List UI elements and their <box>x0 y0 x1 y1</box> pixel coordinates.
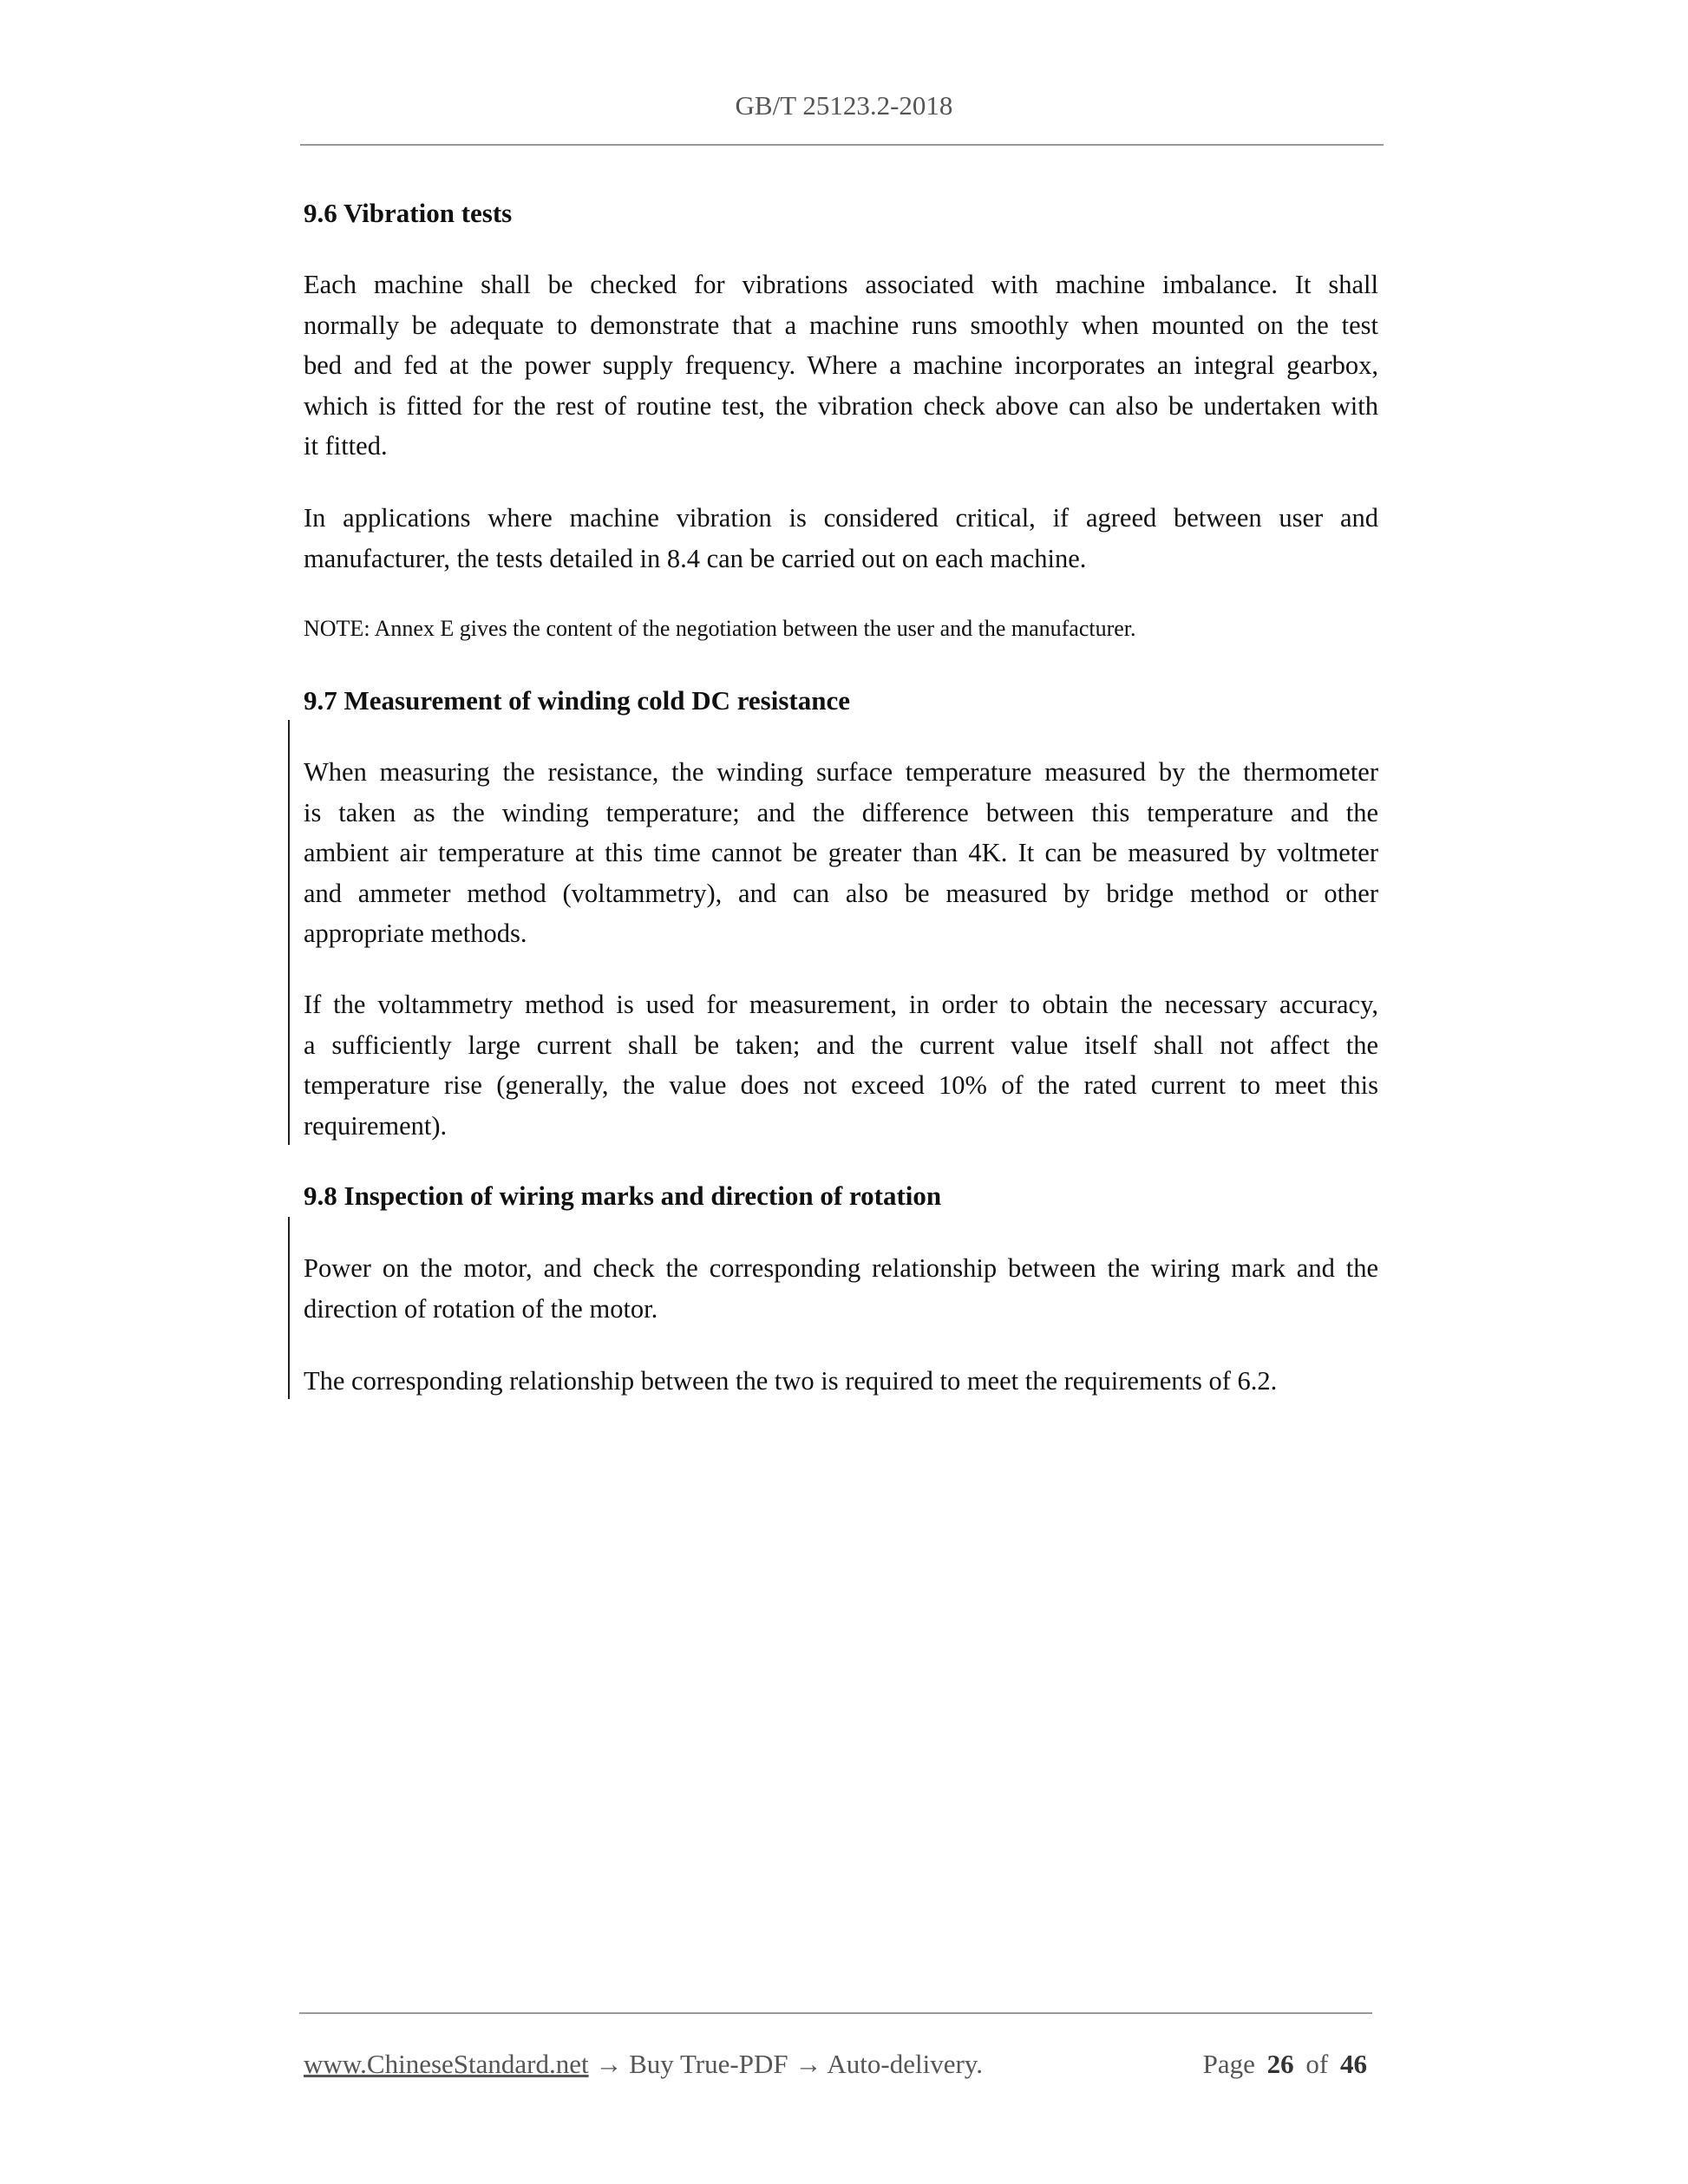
section-9-7-heading: 9.7 Measurement of winding cold DC resistance <box>304 685 851 716</box>
text-line: is taken as the winding temperature; and the difference between this temperature and the <box>304 797 1378 827</box>
text-line: normally be adequate to demonstrate that a machine runs smoothly when mounted on the test <box>304 310 1378 340</box>
of-label: of <box>1305 2049 1329 2079</box>
auto-delivery-text: Auto-delivery. <box>827 2049 984 2079</box>
text-line: Each machine shall be checked for vibrations associated with machine imbalance. It shall <box>304 270 1378 299</box>
change-bar <box>288 720 290 1145</box>
section-9-6-heading: 9.6 Vibration tests <box>304 198 513 228</box>
footer-divider <box>299 2012 1372 2014</box>
text-line: it fitted. <box>304 431 388 461</box>
text-line: Power on the motor, and check the corresponding relationship between the wiring mark and the <box>304 1253 1378 1283</box>
change-bar <box>288 1217 290 1399</box>
section-9-7-paragraph-2 <box>304 984 1378 1146</box>
arrow-right-icon: → <box>795 2049 822 2079</box>
text-line: temperature rise (generally, the value does not exceed 10% of the rated current to meet this <box>304 1070 1378 1100</box>
section-9-8-heading: 9.8 Inspection of wiring marks and direction of rotation <box>304 1180 942 1211</box>
text-line: and ammeter method (voltammetry), and can also be measured by bridge method or other <box>304 878 1378 908</box>
section-9-8-paragraph-1 <box>304 1248 1378 1329</box>
text-line: direction of rotation of the motor. <box>304 1293 658 1324</box>
buy-true-pdf-text: Buy True-PDF <box>629 2049 788 2079</box>
text-line: manufacturer, the tests detailed in 8.4 can be carried out on each machine. <box>304 543 1087 573</box>
section-9-7-paragraph-1 <box>304 752 1378 954</box>
section-9-8-paragraph-2 <box>304 1361 1378 1402</box>
text-line: When measuring the resistance, the winding surface temperature measured by the thermometer <box>304 757 1378 787</box>
text-line: bed and fed at the power supply frequency. Where a machine incorporates an integral gearbox, <box>304 350 1378 380</box>
text-line: a sufficiently large current shall be taken; and the current value itself shall not affect the <box>304 1030 1378 1060</box>
text-line: The corresponding relationship between the two is required to meet the requirements of 6.2. <box>304 1366 1278 1396</box>
total-pages: 46 <box>1340 2049 1367 2079</box>
page-number <box>1203 2049 1367 2080</box>
current-page: 26 <box>1266 2049 1294 2079</box>
section-9-6-paragraph-2 <box>304 498 1378 579</box>
arrow-right-icon: → <box>595 2049 623 2079</box>
website-link[interactable]: www.ChineseStandard.net <box>304 2049 589 2079</box>
text-line: which is fitted for the rest of routine test, the vibration check above can also be undertaken with <box>304 390 1378 421</box>
section-9-6-paragraph-1 <box>304 265 1378 467</box>
text-line: requirement). <box>304 1110 448 1141</box>
page-label: Page <box>1202 2049 1255 2079</box>
header-divider <box>300 144 1384 146</box>
document-id-header: GB/T 25123.2-2018 <box>735 90 953 121</box>
text-line: In applications where machine vibration is considered critical, if agreed between user and <box>304 503 1378 533</box>
text-line: If the voltammetry method is used for measurement, in order to obtain the necessary accuracy, <box>304 990 1378 1019</box>
text-line: appropriate methods. <box>304 919 527 948</box>
section-9-6-note: NOTE: Annex E gives the content of the negotiation between the user and the manufacturer. <box>304 616 1136 641</box>
footer-links <box>304 2049 983 2080</box>
text-line: ambient air temperature at this time cannot be greater than 4K. It can be measured by voltmeter <box>304 838 1378 867</box>
